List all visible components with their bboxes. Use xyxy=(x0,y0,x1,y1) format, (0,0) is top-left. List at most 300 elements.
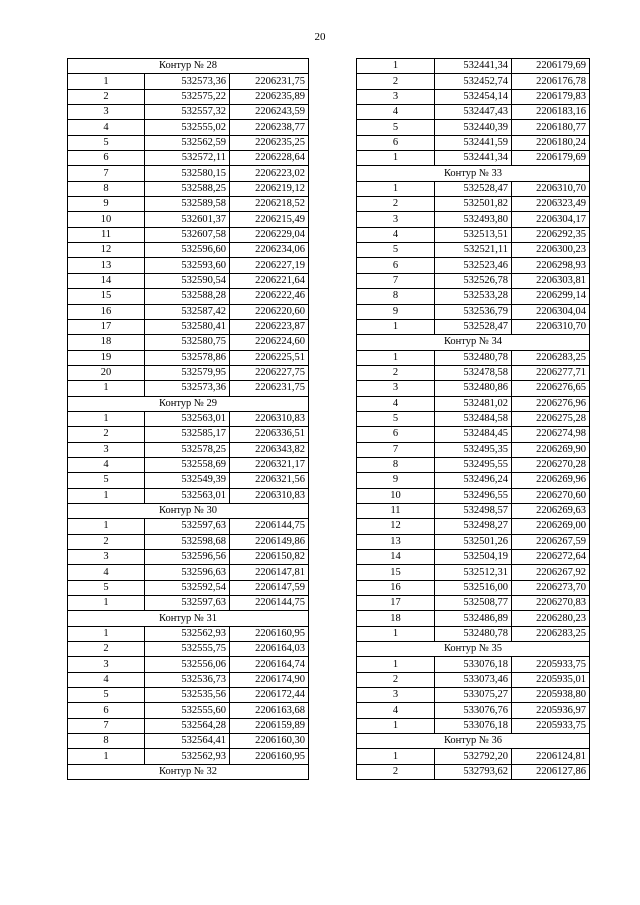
point-number: 6 xyxy=(68,151,145,166)
table-row xyxy=(357,381,590,396)
point-number: 2 xyxy=(357,74,435,89)
table-row xyxy=(357,304,590,319)
point-number: 2 xyxy=(68,427,145,442)
table-row xyxy=(68,672,309,687)
table-row xyxy=(68,181,309,196)
y-coordinate: 2206224,60 xyxy=(230,335,309,350)
x-coordinate: 532549,39 xyxy=(145,473,230,488)
x-coordinate: 532496,24 xyxy=(435,473,512,488)
y-coordinate: 2205933,75 xyxy=(512,657,590,672)
point-number: 7 xyxy=(357,273,435,288)
table-row xyxy=(357,565,590,580)
y-coordinate: 2206160,95 xyxy=(230,626,309,641)
point-number: 11 xyxy=(68,227,145,242)
table-row xyxy=(357,519,590,534)
point-number: 6 xyxy=(357,427,435,442)
point-number: 3 xyxy=(68,442,145,457)
point-number: 1 xyxy=(357,151,435,166)
y-coordinate: 2206174,90 xyxy=(230,672,309,687)
point-number: 4 xyxy=(68,672,145,687)
contour-heading: Контур № 35 xyxy=(357,642,590,657)
y-coordinate: 2206231,75 xyxy=(230,381,309,396)
x-coordinate: 532484,58 xyxy=(435,411,512,426)
point-number: 10 xyxy=(68,212,145,227)
table-row xyxy=(68,304,309,319)
point-number: 1 xyxy=(357,350,435,365)
y-coordinate: 2206215,49 xyxy=(230,212,309,227)
x-coordinate: 532596,63 xyxy=(145,565,230,580)
y-coordinate: 2206227,19 xyxy=(230,258,309,273)
table-row xyxy=(68,457,309,472)
table-row xyxy=(68,596,309,611)
point-number: 6 xyxy=(68,703,145,718)
y-coordinate: 2206231,75 xyxy=(230,74,309,89)
x-coordinate: 532528,47 xyxy=(435,181,512,196)
point-number: 16 xyxy=(68,304,145,319)
y-coordinate: 2206298,93 xyxy=(512,258,590,273)
table-row xyxy=(357,596,590,611)
y-coordinate: 2206144,75 xyxy=(230,519,309,534)
table-row xyxy=(357,243,590,258)
x-coordinate: 532501,26 xyxy=(435,534,512,549)
y-coordinate: 2206269,63 xyxy=(512,503,590,518)
x-coordinate: 532597,63 xyxy=(145,596,230,611)
table-row xyxy=(68,411,309,426)
y-coordinate: 2206323,49 xyxy=(512,197,590,212)
table-row xyxy=(68,350,309,365)
y-coordinate: 2206180,77 xyxy=(512,120,590,135)
x-coordinate: 532447,43 xyxy=(435,105,512,120)
y-coordinate: 2206147,59 xyxy=(230,580,309,595)
y-coordinate: 2206183,16 xyxy=(512,105,590,120)
y-coordinate: 2205936,97 xyxy=(512,703,590,718)
contour-heading-row xyxy=(357,335,590,350)
y-coordinate: 2206179,83 xyxy=(512,89,590,104)
point-number: 3 xyxy=(357,212,435,227)
x-coordinate: 532556,06 xyxy=(145,657,230,672)
table-row xyxy=(68,718,309,733)
table-row xyxy=(357,120,590,135)
x-coordinate: 533075,27 xyxy=(435,688,512,703)
y-coordinate: 2206179,69 xyxy=(512,59,590,74)
table-row xyxy=(68,580,309,595)
table-row xyxy=(68,381,309,396)
x-coordinate: 532607,58 xyxy=(145,227,230,242)
point-number: 6 xyxy=(357,258,435,273)
y-coordinate: 2206223,02 xyxy=(230,166,309,181)
x-coordinate: 532588,25 xyxy=(145,181,230,196)
x-coordinate: 532498,27 xyxy=(435,519,512,534)
x-coordinate: 532496,55 xyxy=(435,488,512,503)
point-number: 4 xyxy=(68,457,145,472)
point-number: 2 xyxy=(357,365,435,380)
table-row xyxy=(68,319,309,334)
table-row xyxy=(357,319,590,334)
point-number: 17 xyxy=(357,596,435,611)
table-row xyxy=(357,105,590,120)
point-number: 14 xyxy=(68,273,145,288)
y-coordinate: 2206300,23 xyxy=(512,243,590,258)
table-row xyxy=(357,473,590,488)
y-coordinate: 2205938,80 xyxy=(512,688,590,703)
y-coordinate: 2206272,64 xyxy=(512,550,590,565)
table-row xyxy=(357,718,590,733)
x-coordinate: 532481,02 xyxy=(435,396,512,411)
point-number: 20 xyxy=(68,365,145,380)
x-coordinate: 532440,39 xyxy=(435,120,512,135)
point-number: 1 xyxy=(68,626,145,641)
table-row xyxy=(357,749,590,764)
contour-heading-row xyxy=(68,503,309,518)
point-number: 4 xyxy=(357,396,435,411)
point-number: 17 xyxy=(68,319,145,334)
x-coordinate: 532454,14 xyxy=(435,89,512,104)
y-coordinate: 2206127,86 xyxy=(512,764,590,779)
table-row xyxy=(357,534,590,549)
table-row xyxy=(357,672,590,687)
contour-heading-row xyxy=(68,611,309,626)
x-coordinate: 532596,56 xyxy=(145,550,230,565)
table-row xyxy=(357,457,590,472)
point-number: 5 xyxy=(68,135,145,150)
point-number: 7 xyxy=(357,442,435,457)
table-row xyxy=(357,703,590,718)
y-coordinate: 2205935,01 xyxy=(512,672,590,687)
y-coordinate: 2206276,65 xyxy=(512,381,590,396)
table-row xyxy=(68,734,309,749)
table-row xyxy=(68,166,309,181)
y-coordinate: 2206160,30 xyxy=(230,734,309,749)
x-coordinate: 532578,25 xyxy=(145,442,230,457)
y-coordinate: 2206283,25 xyxy=(512,350,590,365)
y-coordinate: 2206304,04 xyxy=(512,304,590,319)
table-row xyxy=(68,258,309,273)
y-coordinate: 2206343,82 xyxy=(230,442,309,457)
table-row xyxy=(357,74,590,89)
y-coordinate: 2206274,98 xyxy=(512,427,590,442)
table-row xyxy=(68,749,309,764)
y-coordinate: 2206243,59 xyxy=(230,105,309,120)
x-coordinate: 532513,51 xyxy=(435,227,512,242)
table-row xyxy=(68,243,309,258)
x-coordinate: 532601,37 xyxy=(145,212,230,227)
point-number: 8 xyxy=(357,457,435,472)
y-coordinate: 2206267,59 xyxy=(512,534,590,549)
coordinates-table-right-body xyxy=(357,59,590,780)
y-coordinate: 2206219,12 xyxy=(230,181,309,196)
y-coordinate: 2206283,25 xyxy=(512,626,590,641)
x-coordinate: 532521,11 xyxy=(435,243,512,258)
point-number: 5 xyxy=(357,243,435,258)
table-row xyxy=(68,534,309,549)
x-coordinate: 532441,59 xyxy=(435,135,512,150)
y-coordinate: 2206176,78 xyxy=(512,74,590,89)
point-number: 12 xyxy=(68,243,145,258)
contour-heading: Контур № 36 xyxy=(357,734,590,749)
y-coordinate: 2206172,44 xyxy=(230,688,309,703)
table-row xyxy=(68,565,309,580)
table-row xyxy=(357,611,590,626)
x-coordinate: 532555,60 xyxy=(145,703,230,718)
y-coordinate: 2206267,92 xyxy=(512,565,590,580)
point-number: 19 xyxy=(68,350,145,365)
x-coordinate: 532523,46 xyxy=(435,258,512,273)
x-coordinate: 532562,93 xyxy=(145,749,230,764)
y-coordinate: 2206227,75 xyxy=(230,365,309,380)
point-number: 5 xyxy=(68,580,145,595)
point-number: 1 xyxy=(357,59,435,74)
x-coordinate: 532563,01 xyxy=(145,411,230,426)
table-row xyxy=(68,657,309,672)
coordinates-table-left-body xyxy=(68,59,309,780)
point-number: 3 xyxy=(68,550,145,565)
point-number: 1 xyxy=(68,519,145,534)
y-coordinate: 2206147,81 xyxy=(230,565,309,580)
y-coordinate: 2206270,60 xyxy=(512,488,590,503)
point-number: 4 xyxy=(68,565,145,580)
table-row xyxy=(357,442,590,457)
y-coordinate: 2206310,70 xyxy=(512,319,590,334)
coordinates-table-left xyxy=(67,58,309,780)
y-coordinate: 2206270,28 xyxy=(512,457,590,472)
y-coordinate: 2206269,00 xyxy=(512,519,590,534)
y-coordinate: 2206275,28 xyxy=(512,411,590,426)
point-number: 9 xyxy=(357,304,435,319)
x-coordinate: 532493,80 xyxy=(435,212,512,227)
table-row xyxy=(68,703,309,718)
y-coordinate: 2206221,64 xyxy=(230,273,309,288)
table-row xyxy=(68,519,309,534)
x-coordinate: 532478,58 xyxy=(435,365,512,380)
x-coordinate: 532564,28 xyxy=(145,718,230,733)
contour-heading: Контур № 30 xyxy=(68,503,309,518)
x-coordinate: 532573,36 xyxy=(145,74,230,89)
contour-heading-row xyxy=(357,642,590,657)
point-number: 1 xyxy=(357,626,435,641)
x-coordinate: 532580,75 xyxy=(145,335,230,350)
point-number: 13 xyxy=(357,534,435,549)
y-coordinate: 2206180,24 xyxy=(512,135,590,150)
table-row xyxy=(357,503,590,518)
table-row xyxy=(68,626,309,641)
point-number: 15 xyxy=(68,289,145,304)
point-number: 4 xyxy=(357,105,435,120)
point-number: 4 xyxy=(357,703,435,718)
table-row xyxy=(357,764,590,779)
point-number: 6 xyxy=(357,135,435,150)
x-coordinate: 532557,32 xyxy=(145,105,230,120)
point-number: 9 xyxy=(68,197,145,212)
table-row xyxy=(68,89,309,104)
table-row xyxy=(68,642,309,657)
point-number: 10 xyxy=(357,488,435,503)
x-coordinate: 532512,31 xyxy=(435,565,512,580)
y-coordinate: 2206163,68 xyxy=(230,703,309,718)
point-number: 8 xyxy=(68,734,145,749)
y-coordinate: 2206280,23 xyxy=(512,611,590,626)
point-number: 8 xyxy=(68,181,145,196)
table-row xyxy=(357,350,590,365)
contour-heading-row xyxy=(357,166,590,181)
y-coordinate: 2206277,71 xyxy=(512,365,590,380)
x-coordinate: 532579,95 xyxy=(145,365,230,380)
point-number: 5 xyxy=(357,411,435,426)
x-coordinate: 532585,17 xyxy=(145,427,230,442)
x-coordinate: 532563,01 xyxy=(145,488,230,503)
y-coordinate: 2206218,52 xyxy=(230,197,309,212)
table-row xyxy=(357,488,590,503)
x-coordinate: 532562,59 xyxy=(145,135,230,150)
x-coordinate: 532555,02 xyxy=(145,120,230,135)
x-coordinate: 532578,86 xyxy=(145,350,230,365)
x-coordinate: 532589,58 xyxy=(145,197,230,212)
point-number: 2 xyxy=(68,534,145,549)
point-number: 3 xyxy=(357,688,435,703)
y-coordinate: 2206238,77 xyxy=(230,120,309,135)
table-row xyxy=(357,289,590,304)
y-coordinate: 2206269,90 xyxy=(512,442,590,457)
table-row xyxy=(357,580,590,595)
point-number: 1 xyxy=(357,718,435,733)
y-coordinate: 2206164,03 xyxy=(230,642,309,657)
x-coordinate: 532575,22 xyxy=(145,89,230,104)
y-coordinate: 2206273,70 xyxy=(512,580,590,595)
point-number: 1 xyxy=(357,749,435,764)
point-number: 3 xyxy=(357,89,435,104)
x-coordinate: 532793,62 xyxy=(435,764,512,779)
y-coordinate: 2206149,86 xyxy=(230,534,309,549)
y-coordinate: 2206235,89 xyxy=(230,89,309,104)
x-coordinate: 532480,86 xyxy=(435,381,512,396)
table-row xyxy=(357,365,590,380)
table-row xyxy=(357,258,590,273)
y-coordinate: 2206150,82 xyxy=(230,550,309,565)
x-coordinate: 532535,56 xyxy=(145,688,230,703)
x-coordinate: 533073,46 xyxy=(435,672,512,687)
x-coordinate: 532528,47 xyxy=(435,319,512,334)
point-number: 1 xyxy=(357,657,435,672)
y-coordinate: 2206144,75 xyxy=(230,596,309,611)
x-coordinate: 532593,60 xyxy=(145,258,230,273)
x-coordinate: 533076,18 xyxy=(435,657,512,672)
y-coordinate: 2206310,70 xyxy=(512,181,590,196)
x-coordinate: 532564,41 xyxy=(145,734,230,749)
point-number: 14 xyxy=(357,550,435,565)
table-row xyxy=(357,273,590,288)
table-row xyxy=(357,550,590,565)
x-coordinate: 532486,89 xyxy=(435,611,512,626)
point-number: 4 xyxy=(357,227,435,242)
table-row xyxy=(68,488,309,503)
contour-heading: Контур № 32 xyxy=(68,764,309,779)
point-number: 2 xyxy=(357,672,435,687)
x-coordinate: 532516,00 xyxy=(435,580,512,595)
table-row xyxy=(68,105,309,120)
x-coordinate: 532587,42 xyxy=(145,304,230,319)
x-coordinate: 533076,76 xyxy=(435,703,512,718)
x-coordinate: 532526,78 xyxy=(435,273,512,288)
point-number: 18 xyxy=(357,611,435,626)
coordinates-table-right xyxy=(356,58,590,780)
contour-heading: Контур № 29 xyxy=(68,396,309,411)
y-coordinate: 2206310,83 xyxy=(230,411,309,426)
y-coordinate: 2206228,64 xyxy=(230,151,309,166)
x-coordinate: 532558,69 xyxy=(145,457,230,472)
table-row xyxy=(68,197,309,212)
table-row xyxy=(357,657,590,672)
x-coordinate: 532562,93 xyxy=(145,626,230,641)
table-row xyxy=(68,151,309,166)
table-row xyxy=(68,289,309,304)
y-coordinate: 2206225,51 xyxy=(230,350,309,365)
x-coordinate: 532441,34 xyxy=(435,59,512,74)
point-number: 3 xyxy=(357,381,435,396)
point-number: 12 xyxy=(357,519,435,534)
table-row xyxy=(68,227,309,242)
table-row xyxy=(357,181,590,196)
y-coordinate: 2206179,69 xyxy=(512,151,590,166)
y-coordinate: 2206124,81 xyxy=(512,749,590,764)
point-number: 2 xyxy=(68,89,145,104)
point-number: 3 xyxy=(68,657,145,672)
point-number: 1 xyxy=(68,74,145,89)
point-number: 1 xyxy=(68,488,145,503)
y-coordinate: 2206310,83 xyxy=(230,488,309,503)
point-number: 16 xyxy=(357,580,435,595)
point-number: 1 xyxy=(357,181,435,196)
y-coordinate: 2206292,35 xyxy=(512,227,590,242)
table-row xyxy=(357,427,590,442)
x-coordinate: 532508,77 xyxy=(435,596,512,611)
y-coordinate: 2206164,74 xyxy=(230,657,309,672)
table-row xyxy=(68,74,309,89)
point-number: 1 xyxy=(68,411,145,426)
table-row xyxy=(68,365,309,380)
table-row xyxy=(68,335,309,350)
x-coordinate: 532573,36 xyxy=(145,381,230,396)
y-coordinate: 2206220,60 xyxy=(230,304,309,319)
x-coordinate: 532580,15 xyxy=(145,166,230,181)
y-coordinate: 2206269,96 xyxy=(512,473,590,488)
point-number: 7 xyxy=(68,166,145,181)
x-coordinate: 532504,19 xyxy=(435,550,512,565)
y-coordinate: 2206222,46 xyxy=(230,289,309,304)
point-number: 13 xyxy=(68,258,145,273)
contour-heading: Контур № 28 xyxy=(68,59,309,74)
point-number: 18 xyxy=(68,335,145,350)
table-row xyxy=(68,442,309,457)
table-row xyxy=(357,59,590,74)
x-coordinate: 532501,82 xyxy=(435,197,512,212)
x-coordinate: 532495,35 xyxy=(435,442,512,457)
x-coordinate: 532597,63 xyxy=(145,519,230,534)
table-row xyxy=(68,120,309,135)
point-number: 11 xyxy=(357,503,435,518)
x-coordinate: 532484,45 xyxy=(435,427,512,442)
contour-heading: Контур № 34 xyxy=(357,335,590,350)
x-coordinate: 532580,41 xyxy=(145,319,230,334)
table-row xyxy=(357,212,590,227)
y-coordinate: 2206303,81 xyxy=(512,273,590,288)
x-coordinate: 532480,78 xyxy=(435,350,512,365)
point-number: 4 xyxy=(68,120,145,135)
table-row xyxy=(68,473,309,488)
x-coordinate: 532498,57 xyxy=(435,503,512,518)
y-coordinate: 2206276,96 xyxy=(512,396,590,411)
point-number: 3 xyxy=(68,105,145,120)
table-row xyxy=(357,396,590,411)
table-row xyxy=(68,273,309,288)
